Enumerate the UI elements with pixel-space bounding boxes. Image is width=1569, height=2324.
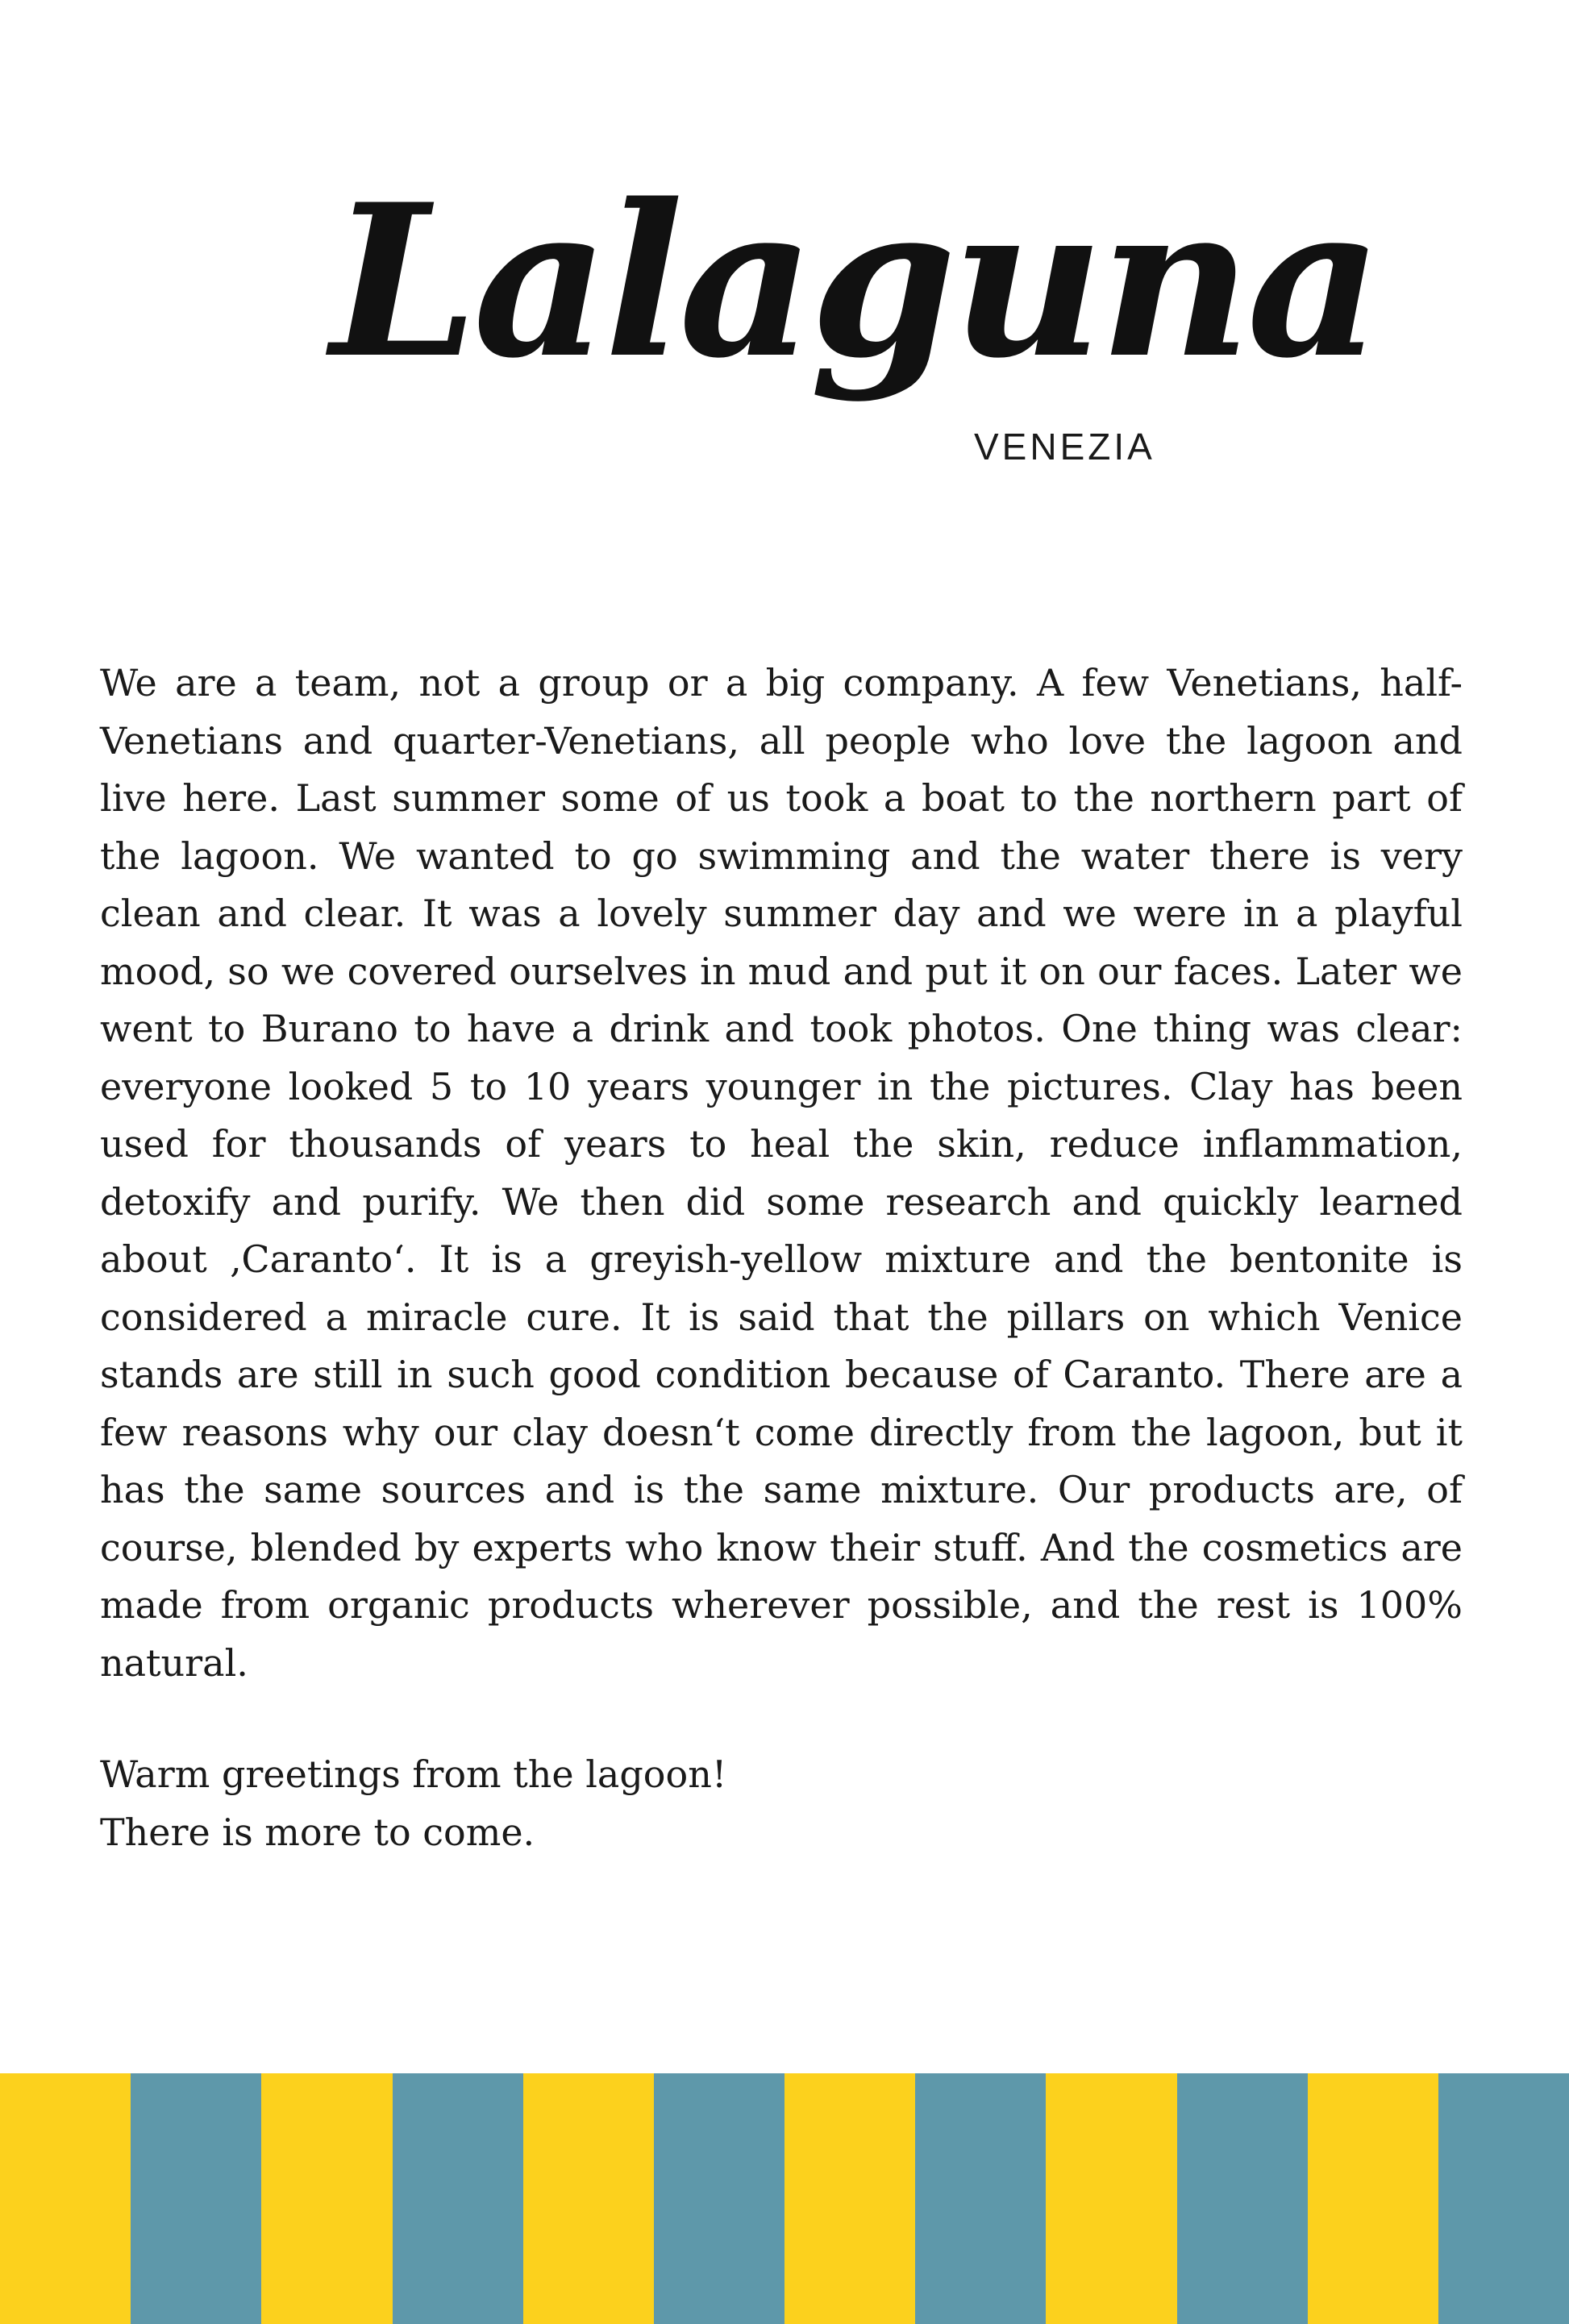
closing-line-2: There is more to come. <box>100 1810 535 1854</box>
stripe-yellow <box>1308 2073 1438 2324</box>
stripe-yellow <box>523 2073 654 2324</box>
closing-line-1: Warm greetings from the lagoon! <box>100 1752 727 1796</box>
closing-greeting <box>100 1746 1463 1861</box>
stripe-yellow <box>784 2073 915 2324</box>
stripe-teal <box>1177 2073 1308 2324</box>
logo-subtitle: VENEZIA <box>974 426 1155 468</box>
story-paragraph: We are a team, not a group or a big company. A few Venetians, half-Venetians and quarter-Venetians, all people who love the lagoon and live here. Last summer some of us took a boat to the northern part of the lagoon. We wanted to go swimming and the water there is very clean and clear. It was a lovely summer day and we were in a playful mood, so we covered ourselves in mud and put it on our faces. Later we went to Burano to have a drink and took photos. One thing was clear: everyone looked 5 to 10 years younger in the pictures. Clay has been used for thousands of years to heal the skin, reduce inflammation, detoxify and purify. We then did some research and quickly learned about ‚Caranto‘. It is a greyish-yellow mixture and the bentonite is considered a miracle cure. It is said that the pillars on which Venice stands are still in such good condition because of Caranto. There are a few reasons why our clay doesn‘t come directly from the lagoon, but it has the same sources and is the same mixture. Our products are, of course, blended by experts who know their stuff. And the cosmetics are made from organic products wherever possible, and the rest is 100% natural. <box>100 661 1463 1685</box>
stripe-teal <box>1438 2073 1569 2324</box>
brand-header <box>0 0 1569 548</box>
stripe-teal <box>915 2073 1046 2324</box>
stripe-teal <box>393 2073 523 2324</box>
stripe-yellow <box>261 2073 392 2324</box>
stripe-yellow <box>0 2073 131 2324</box>
logo-wordmark: Lalaguna <box>331 159 1378 405</box>
stripe-yellow <box>1046 2073 1176 2324</box>
decorative-stripe-band <box>0 2073 1569 2324</box>
stripe-teal <box>131 2073 261 2324</box>
stripe-teal <box>654 2073 784 2324</box>
lalaguna-logo <box>323 89 1378 540</box>
